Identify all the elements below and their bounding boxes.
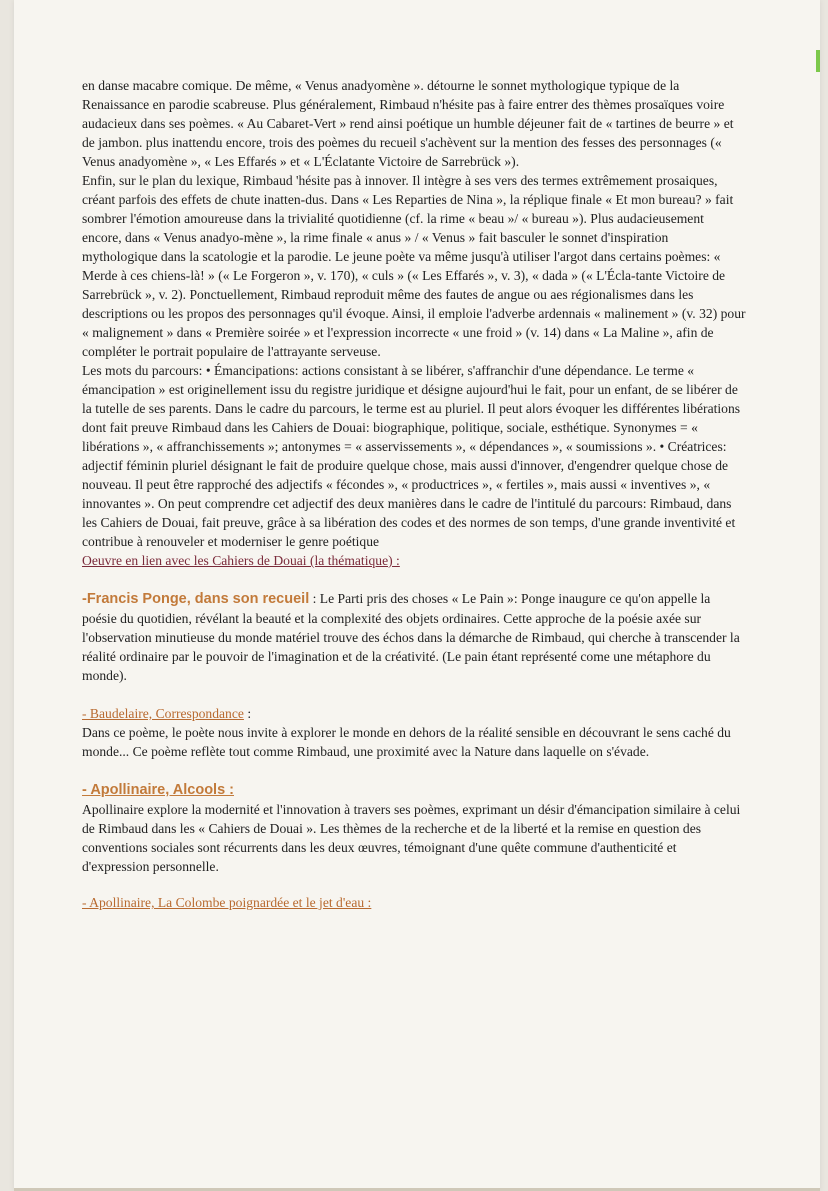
work-apollinaire-colombe (82, 893, 746, 912)
work-body-ponge: : Le Parti pris des choses « Le Pain »: Ponge inaugure ce qu'on appelle la poésie du quotidien, révélant la beauté et la complexité des objets ordinaires. Cette approche de la poésie axée sur l'observation minutieuse du monde matériel trouve des échos dans la démarche de Rimbaud, qui cherche à transcender la réalité ordinaire par le pouvoir de l'imagination et de la créativité. (Le pain étant représenté come une métaphore du monde). (82, 591, 740, 683)
work-heading-baudelaire: - Baudelaire, Correspondance (82, 706, 244, 721)
paragraph-lexique: Enfin, sur le plan du lexique, Rimbaud 'hésite pas à innover. Il intègre à ses vers des termes extrêmement prosaiques, créant parfois des effets de chute inatten-dus. Dans « Les Reparties de Nina », la réplique finale « Et mon bureau? » fait sombrer l'émotion amoureuse dans la trivialité quotidienne (cf. la rime « beau »/ « bureau »). Plus audacieusement encore, dans « Venus anadyo-mène », la rime finale « anus » / « Venus » fait basculer le sonnet d'inspiration mythologique dans la scatologie et la parodie. Le jeune poète va même jusqu'à utiliser l'argot dans certains poèmes: « Merde à ces chiens-là! » (« Le Forgeron », v. 170), « culs » (« Les Effarés », v. 3), « dada » (« L'Écla-tante Victoire de Sarrebrück », v. 2). Ponctuellement, Rimbaud reproduit même des fautes de angue ou aes régionalismes dans les descriptions ou les propos des personnages qu'il évoque. Ainsi, il emploie l'adverbe ardennais « malinement » (v. 32) pour « malignement » dans « Première soirée » et l'expression incorrecte « une froid » (v. 14) dans « La Maline », afin de compléter le portrait populaire de l'attrayante serveuse. (82, 173, 746, 359)
paragraph-mots-du-parcours: Les mots du parcours: • Émancipations: actions consistant à se libérer, s'affranchir d'une dépendance. Le terme « émancipation » est originellement issu du registre juridique et désigne aujourd'hui le fait, pour un enfant, de se libérer de la tutelle de ses parents. Dans le cadre du parcours, le terme est au pluriel. Il peut alors évoquer les différentes libérations dont fait preuve Rimbaud dans les Cahiers de Douai: biographique, politique, sociale, esthétique. Synonymes = « libérations », « affranchissements »; antonymes = « asservissements », « dépendances », « soumissions ». • Créatrices: adjectif féminin pluriel désignant le fait de produire quelque chose, mais aussi d'innover, d'engendrer quelque chose de nouveau. Il peut être rapproché des adjectifs « fécondes », « productrices », « fertiles », mais aussi « inventives », « innovantes ». On peut comprendre cet adjectif des deux manières dans le cadre de l'intitulé du parcours: Rimbaud, dans les Cahiers de Douai, fait preuve, grâce à sa libération des codes et des normes de son temps, d'une grande inventivité et contribue à renouveler et moderniser le genre poétique (82, 363, 741, 549)
work-heading-apollinaire-alcools: - Apollinaire, Alcools : (82, 782, 234, 798)
document-body (82, 76, 746, 912)
work-heading-suffix-baudelaire: : (243, 706, 252, 721)
work-heading-apollinaire-colombe: - Apollinaire, La Colombe poignardée et le jet d'eau : (82, 895, 372, 910)
work-ponge (82, 589, 746, 685)
work-body-apollinaire-alcools: Apollinaire explore la modernité et l'innovation à travers ses poèmes, exprimant un désir d'émancipation similaire à celui de Rimbaud dans les « Cahiers de Douai ». Les thèmes de la recherche et de la liberté et la remise en question des conventions sociales sont récurrents dans les deux œuvres, témoignant d'une quête commune d'authenticité et d'expression personnelle. (82, 802, 741, 874)
work-body-baudelaire: Dans ce poème, le poète nous invite à explorer le monde en dehors de la réalité sensible en découvrant le sens caché du monde... Ce poème reflète tout comme Rimbaud, une proximité avec la Nature dans laquelle on s'évade. (82, 725, 731, 759)
document-page (14, 0, 820, 1191)
work-baudelaire (82, 704, 746, 761)
work-apollinaire-alcools (82, 780, 746, 876)
paragraph-intro: en danse macabre comique. De même, « Venus anadyomène ». détourne le sonnet mythologique typique de la Renaissance en parodie scabreuse. Plus généralement, Rimbaud n'hésite pas à faire entrer des thèmes prosaïques voire audacieux dans ses poèmes. « Au Cabaret-Vert » rend ainsi poétique un humble déjeuner fait de « tartines de beurre » et de jambon. plus inattendu encore, trois des poèmes du recueil s'achèvent sur la mention des fesses des personnages (« Venus anadyomène », « Les Effarés » et « L'Éclatante Victoire de Sarrebrück »). (82, 78, 734, 169)
section-title-oeuvres-en-lien: Oeuvre en lien avec les Cahiers de Douai (la thématique) : (82, 553, 400, 568)
margin-highlight-mark (816, 50, 820, 72)
work-heading-ponge: -Francis Ponge, dans son recueil (82, 591, 310, 607)
